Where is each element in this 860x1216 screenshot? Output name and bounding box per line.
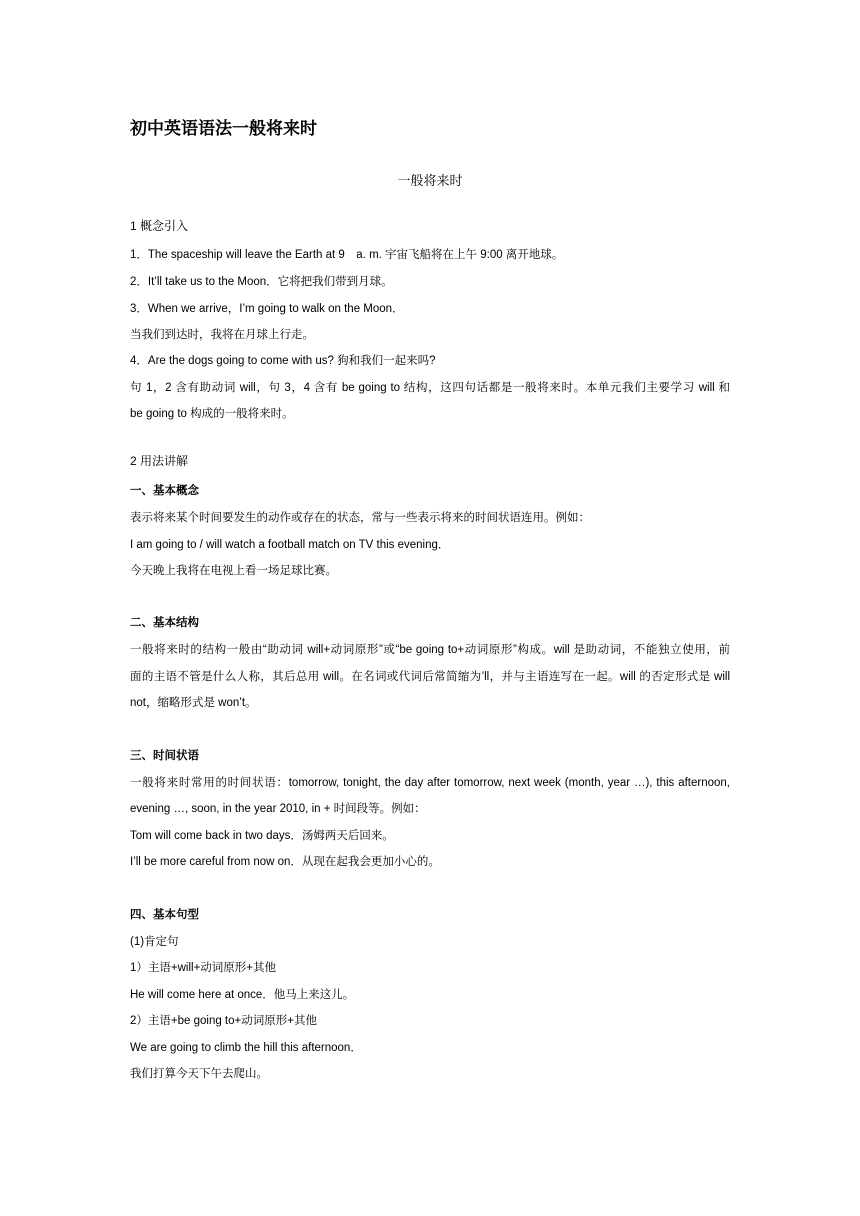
example-sentence: Tom will come back in two days．汤姆两天后回来。 <box>130 830 394 842</box>
example-sentence: I am going to / will watch a football match on TV this evening． <box>130 539 450 551</box>
subsection-heading: 一、基本概念 <box>130 485 199 497</box>
section-heading-concept: 1 概念引入 <box>130 219 189 233</box>
explanation-text: 句 1，2 含有助动词 will，句 3，4 含有 be going to 结构，这四句话都是一般将来时。本单元我们主要学习 will 和 <box>130 382 730 394</box>
section-heading-usage: 2 用法讲解 <box>130 454 189 468</box>
example-sentence: 3．When we arrive，I’m going to walk on the Moon． <box>130 303 404 315</box>
paragraph-line: 表示将来某个时间要发生的动作或存在的状态，常与一些表示将来的时间状语连用。例如： <box>130 512 590 524</box>
document-title: 初中英语语法一般将来时 <box>130 119 317 138</box>
subsection-heading: 四、基本句型 <box>130 909 199 921</box>
sentence-type-label: (1)肯定句 <box>130 936 179 948</box>
pattern-rule: 2）主语+be going to+动词原形+其他 <box>130 1015 317 1027</box>
example-translation: 今天晚上我将在电视上看一场足球比赛。 <box>130 565 337 577</box>
paragraph-line: not，缩略形式是 won’t。 <box>130 697 257 709</box>
example-translation: 我们打算今天下午去爬山。 <box>130 1068 268 1080</box>
example-sentence: I’ll be more careful from now on．从现在起我会更加小心的。 <box>130 856 440 868</box>
example-sentence: 4．Are the dogs going to come with us? 狗和我们一起来吗? <box>130 355 436 367</box>
paragraph-line: 一般将来时的结构一般由“助动词 will+动词原形”或“be going to+动词原形”构成。will 是助动词，不能独立使用，前 <box>130 644 730 656</box>
pattern-rule: 1）主语+will+动词原形+其他 <box>130 962 277 974</box>
example-translation: 当我们到达时，我将在月球上行走。 <box>130 329 314 341</box>
paragraph-line: 面的主语不管是什么人称，其后总用 will。在名词或代词后常简缩为’ll，并与主语连写在一起。will 的否定形式是 will <box>130 671 730 683</box>
document-subtitle: 一般将来时 <box>397 173 463 188</box>
subsection-heading: 二、基本结构 <box>130 617 199 629</box>
explanation-text: be going to 构成的一般将来时。 <box>130 408 294 420</box>
subsection-heading: 三、时间状语 <box>130 750 199 762</box>
example-sentence: 2．It’ll take us to the Moon．它将把我们带到月球。 <box>130 276 393 288</box>
example-sentence: 1．The spaceship will leave the Earth at 9 a. m. 宇宙飞船将在上午 9:00 离开地球。 <box>130 249 564 261</box>
example-sentence: He will come here at once．他马上来这儿。 <box>130 989 355 1001</box>
example-sentence: We are going to climb the hill this afternoon． <box>130 1042 362 1054</box>
paragraph-line: 一般将来时常用的时间状语：tomorrow, tonight, the day after tomorrow, next week (month, year …), this afternoon, <box>130 777 730 789</box>
paragraph-line: evening …, soon, in the year 2010, in + 时间段等。例如： <box>130 803 426 815</box>
